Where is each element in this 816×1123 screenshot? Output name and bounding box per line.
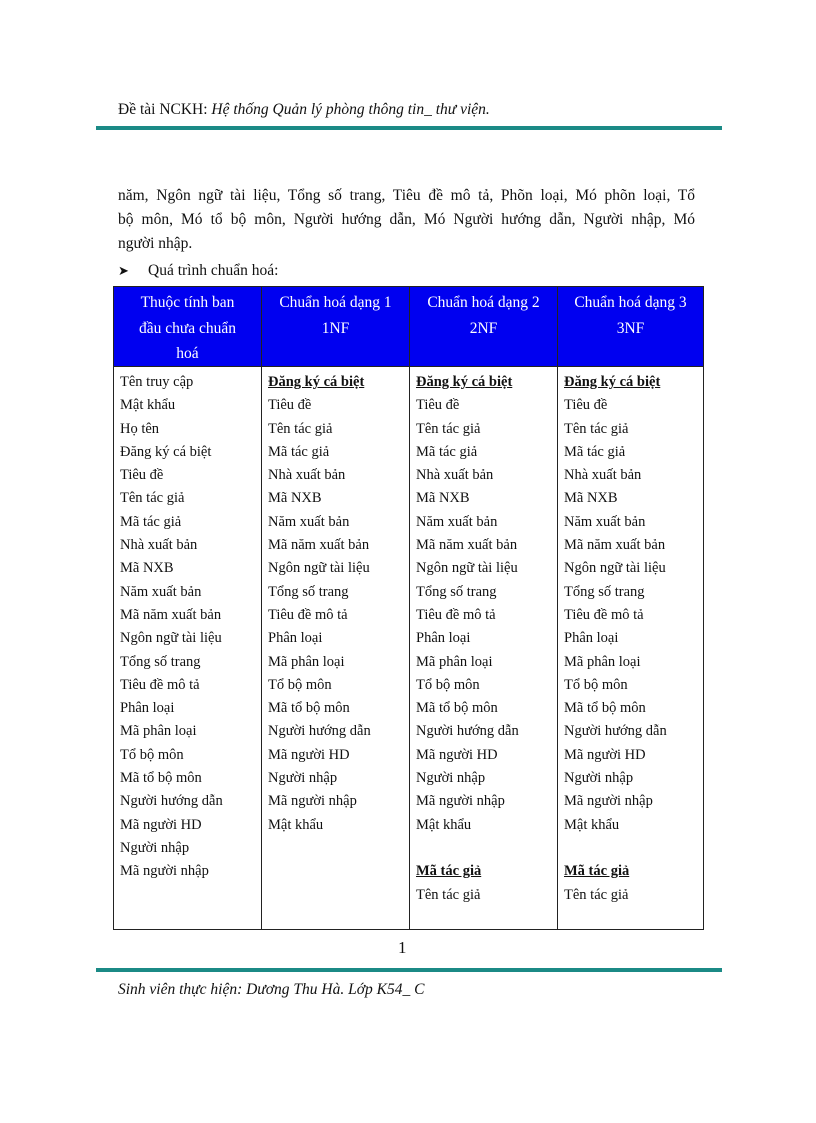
table-column bbox=[262, 287, 410, 929]
column-header-line: hoá bbox=[176, 345, 199, 362]
header-rule bbox=[96, 126, 722, 130]
attribute-item: Tổ bộ môn bbox=[268, 676, 332, 693]
attribute-item: Mã người HD bbox=[564, 746, 646, 763]
attribute-item: Tiêu đề bbox=[268, 397, 312, 414]
attribute-item: Tổng số trang bbox=[416, 583, 497, 600]
attribute-item: Tổng số trang bbox=[268, 583, 349, 600]
attribute-item: Người hướng dẫn bbox=[120, 793, 223, 810]
attribute-item: Tiêu đề bbox=[416, 397, 460, 414]
footer-rule bbox=[96, 968, 722, 972]
attribute-item: Mã tổ bộ môn bbox=[120, 770, 202, 787]
attribute-item bbox=[564, 837, 703, 860]
bullet-text: Quá trình chuẩn hoá: bbox=[148, 262, 279, 279]
attribute-item: Phân loại bbox=[416, 630, 471, 647]
attribute-item: Người nhập bbox=[120, 839, 190, 856]
attribute-item: Người nhập bbox=[268, 770, 338, 787]
attribute-item: Mã người nhập bbox=[268, 793, 357, 810]
column-header-line: 1NF bbox=[321, 319, 350, 337]
attribute-item: Mã người HD bbox=[416, 746, 498, 763]
attribute-item: Tên truy cập bbox=[120, 374, 194, 390]
attribute-item: Tiêu đề mô tả bbox=[268, 606, 348, 623]
attribute-item: Tên tác giả bbox=[564, 886, 629, 903]
paragraph-line: người nhập. bbox=[118, 235, 193, 252]
attribute-item: Mã phân loại bbox=[416, 653, 493, 670]
column-header-line: 3NF bbox=[616, 319, 645, 337]
column-body bbox=[410, 367, 557, 907]
key-attribute: Mã tác giả bbox=[564, 863, 630, 880]
key-attribute: Đăng ký cá biệt bbox=[416, 374, 513, 390]
attribute-item: Năm xuất bản bbox=[416, 513, 498, 530]
attribute-item: Người hướng dẫn bbox=[268, 723, 371, 740]
attribute-item: Người nhập bbox=[416, 770, 486, 787]
column-body bbox=[558, 367, 703, 907]
attribute-item: Tiêu đề bbox=[564, 397, 608, 414]
attribute-item: Năm xuất bản bbox=[268, 513, 350, 530]
attribute-item: Tổ bộ môn bbox=[564, 676, 628, 693]
attribute-item: Mã tổ bộ môn bbox=[564, 700, 646, 717]
attribute-item: Tên tác giả bbox=[564, 420, 629, 437]
paragraph-line: bộ môn, Mó tổ bộ môn, Người hướng dẫn, Mó Người hướng dẫn, Người nhập, Mó bbox=[118, 211, 695, 228]
page-header bbox=[118, 101, 490, 119]
attribute-item: Người nhập bbox=[564, 770, 634, 787]
page-footer: Sinh viên thực hiện: Dương Thu Hà. Lớp K54_ C bbox=[118, 981, 425, 998]
attribute-item: Mã NXB bbox=[564, 490, 618, 507]
attribute-item: Mã năm xuất bản bbox=[268, 537, 370, 554]
attribute-item: Mã phân loại bbox=[268, 653, 345, 670]
attribute-item: Tổ bộ môn bbox=[416, 676, 480, 693]
column-header-line: Thuộc tính ban bbox=[140, 294, 235, 311]
attribute-item: Mã NXB bbox=[120, 560, 174, 577]
attribute-item: Mật khẩu bbox=[564, 816, 620, 833]
column-header-line: Chuẩn hoá dạng 1 bbox=[279, 294, 392, 311]
attribute-item: Ngôn ngữ tài liệu bbox=[564, 560, 666, 577]
attribute-item: Người hướng dẫn bbox=[564, 723, 667, 740]
attribute-item: Mã tổ bộ môn bbox=[416, 700, 498, 717]
key-attribute: Đăng ký cá biệt bbox=[564, 374, 661, 390]
body-paragraph bbox=[118, 184, 695, 256]
attribute-item: Tên tác giả bbox=[268, 420, 333, 437]
header-title: Hệ thống Quản lý phòng thông tin_ thư viện. bbox=[211, 101, 490, 118]
attribute-item: Mã NXB bbox=[416, 490, 470, 507]
normalization-table bbox=[113, 286, 704, 930]
attribute-item: Mã tác giả bbox=[564, 443, 626, 460]
attribute-item: Tiêu đề mô tả bbox=[564, 606, 644, 623]
attribute-item: Mật khẩu bbox=[120, 397, 176, 414]
attribute-item: Mã tác giả bbox=[416, 443, 478, 460]
header-label: Đề tài NCKH: bbox=[118, 101, 208, 118]
column-header-line: đầu chưa chuẩn bbox=[138, 319, 237, 337]
attribute-item: Phân loại bbox=[120, 700, 175, 717]
attribute-item: Mã tác giả bbox=[120, 513, 182, 530]
arrow-bullet-icon: ➤ bbox=[118, 263, 129, 278]
attribute-item: Mật khẩu bbox=[416, 816, 472, 833]
table-column bbox=[410, 287, 558, 929]
attribute-item: Năm xuất bản bbox=[120, 583, 202, 600]
page-number: 1 bbox=[398, 938, 407, 957]
attribute-item: Tổng số trang bbox=[120, 653, 201, 670]
column-header bbox=[410, 287, 557, 367]
attribute-item: Mã NXB bbox=[268, 490, 322, 507]
attribute-item: Ngôn ngữ tài liệu bbox=[120, 630, 222, 647]
attribute-item: Mã phân loại bbox=[120, 723, 197, 740]
table-column bbox=[558, 287, 703, 929]
attribute-item: Người hướng dẫn bbox=[416, 723, 519, 740]
attribute-item: Nhà xuất bản bbox=[564, 467, 642, 484]
attribute-item: Tên tác giả bbox=[120, 490, 185, 507]
attribute-item: Họ tên bbox=[120, 420, 160, 437]
column-header-line: Chuẩn hoá dạng 2 bbox=[427, 294, 540, 311]
attribute-item: Tiêu đề mô tả bbox=[120, 676, 200, 693]
attribute-item: Nhà xuất bản bbox=[268, 467, 346, 484]
attribute-item: Tên tác giả bbox=[416, 886, 481, 903]
attribute-item: Mã năm xuất bản bbox=[416, 537, 518, 554]
column-body bbox=[114, 367, 261, 884]
column-header-line: Chuẩn hoá dạng 3 bbox=[574, 294, 687, 311]
attribute-item: Đăng ký cá biệt bbox=[120, 443, 212, 460]
attribute-item: Tổng số trang bbox=[564, 583, 645, 600]
attribute-item: Mật khẩu bbox=[268, 816, 324, 833]
attribute-item: Ngôn ngữ tài liệu bbox=[416, 560, 518, 577]
attribute-item: Nhà xuất bản bbox=[120, 537, 198, 554]
attribute-item: Tên tác giả bbox=[416, 420, 481, 437]
attribute-item: Nhà xuất bản bbox=[416, 467, 494, 484]
column-header-line: 2NF bbox=[469, 319, 498, 337]
table-column bbox=[114, 287, 262, 929]
attribute-item: Ngôn ngữ tài liệu bbox=[268, 560, 370, 577]
attribute-item: Tiêu đề mô tả bbox=[416, 606, 496, 623]
attribute-item: Mã người nhập bbox=[120, 863, 209, 880]
attribute-item: Tiêu đề bbox=[120, 467, 164, 484]
attribute-item: Tổ bộ môn bbox=[120, 746, 184, 763]
attribute-item: Mã người HD bbox=[120, 816, 202, 833]
paragraph-line: năm, Ngôn ngữ tài liệu, Tổng số trang, Tiêu đề mô tả, Phõn loại, Mó phõn loại, Tổ bbox=[118, 187, 695, 204]
column-header bbox=[262, 287, 409, 367]
attribute-item bbox=[416, 837, 557, 860]
attribute-item: Mã người nhập bbox=[564, 793, 653, 810]
attribute-item: Mã năm xuất bản bbox=[564, 537, 666, 554]
attribute-item: Mã tác giả bbox=[268, 443, 330, 460]
attribute-item: Mã phân loại bbox=[564, 653, 641, 670]
attribute-item: Phân loại bbox=[564, 630, 619, 647]
bullet-item bbox=[118, 262, 278, 280]
key-attribute: Đăng ký cá biệt bbox=[268, 374, 365, 390]
attribute-item: Phân loại bbox=[268, 630, 323, 647]
column-body bbox=[262, 367, 409, 837]
column-header bbox=[558, 287, 703, 367]
attribute-item: Mã người nhập bbox=[416, 793, 505, 810]
attribute-item: Mã năm xuất bản bbox=[120, 606, 222, 623]
column-header bbox=[114, 287, 261, 367]
attribute-item: Mã tổ bộ môn bbox=[268, 700, 350, 717]
attribute-item: Mã người HD bbox=[268, 746, 350, 763]
key-attribute: Mã tác giả bbox=[416, 863, 482, 880]
attribute-item: Năm xuất bản bbox=[564, 513, 646, 530]
